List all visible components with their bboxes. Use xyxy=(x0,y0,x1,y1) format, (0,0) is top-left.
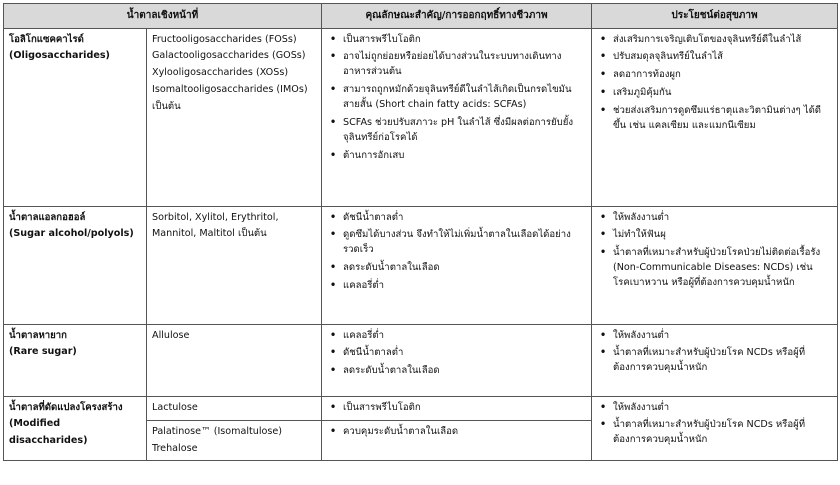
benefits-cell xyxy=(592,206,838,324)
features-list xyxy=(327,33,586,164)
example-item: เป็นต้น xyxy=(152,100,181,112)
sugar-type-cell xyxy=(4,206,147,324)
examples-cell xyxy=(147,324,322,396)
benefit-item: • ให้พลังงานต่ำ xyxy=(613,211,832,226)
examples-cell xyxy=(147,421,322,461)
feature-item: • ดัชนีน้ำตาลต่ำ xyxy=(343,346,586,361)
sugar-type-thai: โอลิโกแซคคาไรด์ xyxy=(9,33,84,45)
table-header-row xyxy=(4,4,838,29)
benefits-list xyxy=(597,401,832,449)
benefits-cell xyxy=(592,324,838,396)
table-row xyxy=(4,396,838,421)
benefit-item: • ให้พลังงานต่ำ xyxy=(613,329,832,344)
feature-item: • ควบคุมระดับน้ำตาลในเลือด xyxy=(343,425,586,440)
benefit-item: • ไม่ทำให้ฟันผุ xyxy=(613,228,832,243)
sugar-type-thai: น้ำตาลแอลกอฮอล์ xyxy=(9,211,86,223)
functional-sugar-table xyxy=(3,3,838,461)
feature-item: • สามารถถูกหมักด้วยจุลินทรีย์ดีในลำไส้เกิดเป็นกรดไขมันสายสั้น (Short chain fatty acids: SCFAs) xyxy=(343,83,586,113)
feature-item: • แคลอรี่ต่ำ xyxy=(343,279,586,294)
benefits-list xyxy=(597,329,832,377)
examples-cell xyxy=(147,206,322,324)
example-item: Isomaltooligosaccharides (IMOs) xyxy=(152,83,308,95)
example-item: Fructooligosaccharides (FOSs) xyxy=(152,33,297,45)
table-row xyxy=(4,206,838,324)
features-cell xyxy=(322,206,592,324)
benefit-item: • น้ำตาลที่เหมาะสำหรับผู้ป่วยโรคป่วยไม่ติดต่อเรื้อรัง (Non-Communicable Diseases: NCDs) เช่น โรคเบาหวาน หรือผู้ที่ต้องการควบคุมน้ำหนัก xyxy=(613,246,832,291)
benefits-cell xyxy=(592,28,838,206)
benefit-item: • ปรับสมดุลจุลินทรีย์ในลำไส้ xyxy=(613,50,832,65)
header-features: คุณลักษณะสำคัญ/การออกฤทธิ์ทางชีวภาพ xyxy=(322,4,592,29)
table-row xyxy=(4,324,838,396)
table-row xyxy=(4,28,838,206)
benefit-item: • ช่วยส่งเสริมการดูดซึมแร่ธาตุและวิตามินต่างๆ ได้ดีขึ้น เช่น แคลเซียม และแมกนีเซียม xyxy=(613,104,832,134)
features-cell xyxy=(322,421,592,461)
header-functional-sugar: น้ำตาลเชิงหน้าที่ xyxy=(4,4,322,29)
example-item: Xylooligosaccharides (XOSs) xyxy=(152,67,289,79)
benefit-item: • เสริมภูมิคุ้มกัน xyxy=(613,86,832,101)
feature-item: • SCFAs ช่วยปรับสภาวะ pH ในลำไส้ ซึ่งมีผลต่อการยับยั้งจุลินทรีย์ก่อโรคได้ xyxy=(343,116,586,146)
benefit-item: • ส่งเสริมการเจริญเติบโตของจุลินทรีย์ดีในลำไส้ xyxy=(613,33,832,48)
feature-item: • อาจไม่ถูกย่อยหรือย่อยได้บางส่วนในระบบทางเดินทางอาหารส่วนต้น xyxy=(343,50,586,80)
benefit-item: • ให้พลังงานต่ำ xyxy=(613,401,832,416)
features-list xyxy=(327,401,586,416)
features-cell xyxy=(322,28,592,206)
example-item: Palatinose™ (Isomaltulose) xyxy=(152,426,283,438)
sugar-type-cell xyxy=(4,324,147,396)
benefits-list xyxy=(597,211,832,291)
benefits-cell xyxy=(592,396,838,461)
example-item: Galactooligosaccharides (GOSs) xyxy=(152,50,306,62)
functional-sugar-table-container xyxy=(3,3,837,461)
feature-item: • แคลอรี่ต่ำ xyxy=(343,329,586,344)
sugar-type-english: (Oligosaccharides) xyxy=(9,50,110,62)
features-list xyxy=(327,425,586,440)
header-benefits: ประโยชน์ต่อสุขภาพ xyxy=(592,4,838,29)
features-cell xyxy=(322,324,592,396)
example-item: Sorbitol, Xylitol, Erythritol, Mannitol, Maltitol เป็นต้น xyxy=(152,211,279,240)
sugar-type-english: (Sugar alcohol/polyols) xyxy=(9,228,134,240)
sugar-type-thai: น้ำตาลที่ดัดแปลงโครงสร้าง xyxy=(9,401,123,413)
feature-item: • ลดระดับน้ำตาลในเลือด xyxy=(343,261,586,276)
feature-item: • เป็นสารพรีไบโอติก xyxy=(343,33,586,48)
sugar-type-english: (Rare sugar) xyxy=(9,346,77,358)
example-item: Allulose xyxy=(152,329,190,341)
benefit-item: • ลดอาการท้องผูก xyxy=(613,68,832,83)
sugar-type-english: (Modified disaccharides) xyxy=(9,418,88,447)
benefit-item: • น้ำตาลที่เหมาะสำหรับผู้ป่วยโรค NCDs หรือผู้ที่ต้องการควบคุมน้ำหนัก xyxy=(613,346,832,376)
features-list xyxy=(327,211,586,294)
benefits-list xyxy=(597,33,832,134)
features-cell xyxy=(322,396,592,421)
example-item: Lactulose xyxy=(152,401,198,413)
sugar-type-thai: น้ำตาลหายาก xyxy=(9,329,67,341)
feature-item: • เป็นสารพรีไบโอติก xyxy=(343,401,586,416)
examples-cell xyxy=(147,396,322,421)
sugar-type-cell xyxy=(4,28,147,206)
example-item: Trehalose xyxy=(152,443,198,455)
feature-item: • ต้านการอักเสบ xyxy=(343,149,586,164)
sugar-type-cell xyxy=(4,396,147,461)
feature-item: • ดูดซึมได้บางส่วน จึงทำให้ไม่เพิ่มน้ำตาลในเลือดได้อย่างรวดเร็ว xyxy=(343,228,586,258)
features-list xyxy=(327,329,586,380)
examples-cell xyxy=(147,28,322,206)
feature-item: • ลดระดับน้ำตาลในเลือด xyxy=(343,364,586,379)
feature-item: • ดัชนีน้ำตาลต่ำ xyxy=(343,211,586,226)
benefit-item: • น้ำตาลที่เหมาะสำหรับผู้ป่วยโรค NCDs หรือผู้ที่ต้องการควบคุมน้ำหนัก xyxy=(613,418,832,448)
